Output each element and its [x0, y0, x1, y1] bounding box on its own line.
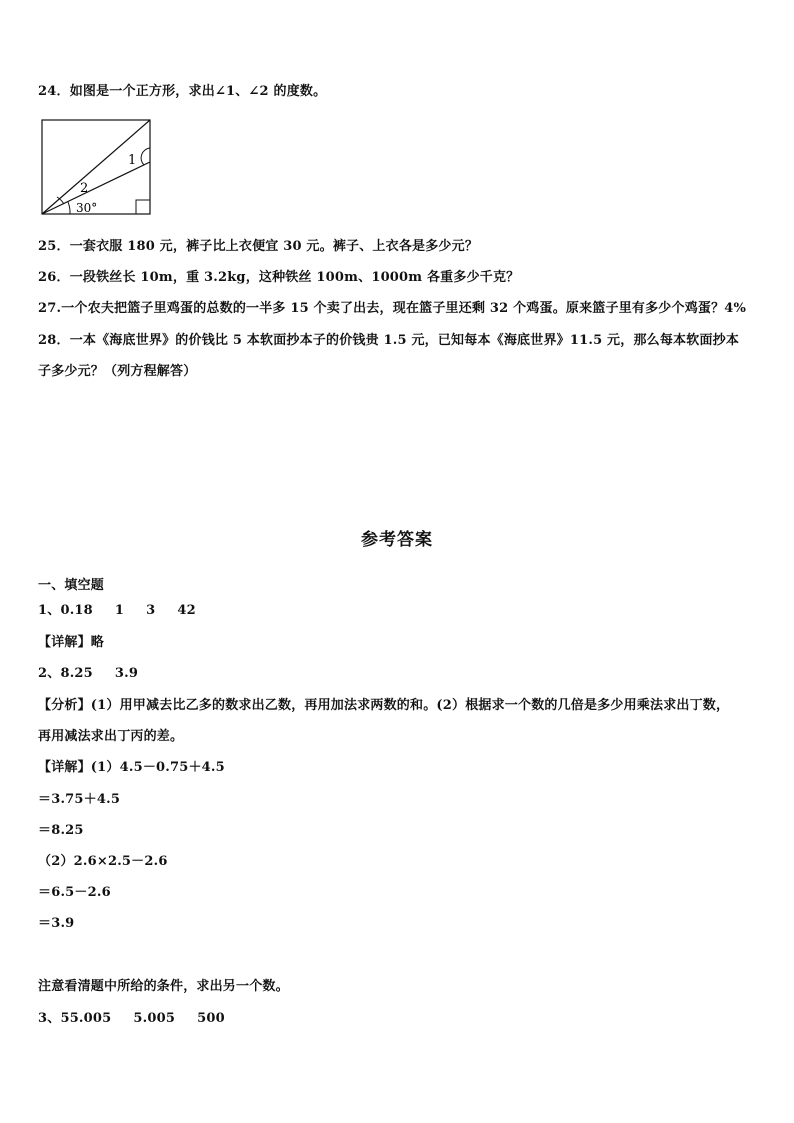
question-25: 25．一套衣服 180 元，裤子比上衣便宜 30 元。裤子、上衣各是多少元？ [38, 239, 479, 254]
answer-1-value-1: 1、0.18 [38, 603, 93, 618]
answer-2-step-4: ＝6.5－2.6 [38, 885, 111, 900]
answer-1 [38, 603, 196, 619]
answer-3-value-2: 5.005 [133, 1011, 176, 1026]
answer-2-step-1: ＝3.75＋4.5 [38, 792, 121, 807]
answer-2-value-2: 3.9 [114, 666, 139, 681]
answer-3 [38, 1011, 225, 1027]
answer-2-step-3: （2）2.6×2.5－2.6 [38, 854, 168, 869]
answer-3-value-1: 3、55.005 [38, 1011, 112, 1026]
square-angle-figure [40, 118, 154, 216]
section-fill-in-blank: 一、填空题 [38, 578, 105, 593]
question-27: 27.一个农夫把篮子里鸡蛋的总数的一半多 15 个卖了出去，现在篮子里还剩 32 个鸡蛋。原来篮子里有多少个鸡蛋？4% [38, 301, 747, 316]
answer-2-detail: 【详解】(1）4.5－0.75＋4.5 [38, 760, 225, 775]
answer-2-value-1: 2、8.25 [38, 666, 93, 681]
answer-1-value-3: 3 [146, 603, 156, 618]
right-angle-mark [136, 200, 150, 214]
answer-1-detail: 【详解】略 [38, 635, 105, 650]
question-26: 26．一段铁丝长 10m，重 3.2kg，这种铁丝 100m、1000m 各重多少千克？ [38, 270, 520, 285]
answer-2-step-5: ＝3.9 [38, 916, 75, 931]
question-28-line-2: 子多少元？（列方程解答） [38, 364, 197, 379]
answer-2-step-2: ＝8.25 [38, 823, 84, 838]
answer-2-analysis-line-2: 再用减法求出丁丙的差。 [38, 729, 184, 744]
answer-3-value-3: 500 [197, 1011, 225, 1026]
angle-2-label: 2 [80, 181, 89, 196]
answer-1-value-2: 1 [114, 603, 125, 618]
angle-30-arc [68, 202, 70, 214]
square-diagram [40, 118, 154, 216]
answer-1-value-4: 42 [177, 603, 196, 618]
question-28-line-1: 28．一本《海底世界》的价钱比 5 本软面抄本子的价钱贵 1.5 元，已知每本《海底世界》11.5 元，那么每本软面抄本 [38, 333, 740, 348]
angle-30-label: 30° [76, 201, 98, 215]
answer-note: 注意看清题中所给的条件，求出另一个数。 [38, 979, 289, 994]
question-24: 24．如图是一个正方形，求出∠1、∠2 的度数。 [38, 84, 327, 99]
angle-1-label: 1 [128, 153, 137, 168]
answer-2 [38, 666, 138, 682]
answers-title: 参考答案 [361, 530, 433, 550]
answer-2-analysis-line-1: 【分析】(1）用甲减去比乙多的数求出乙数，再用加法求两数的和。(2）根据求一个数的几倍是多少用乘法求出丁数， [38, 698, 730, 713]
